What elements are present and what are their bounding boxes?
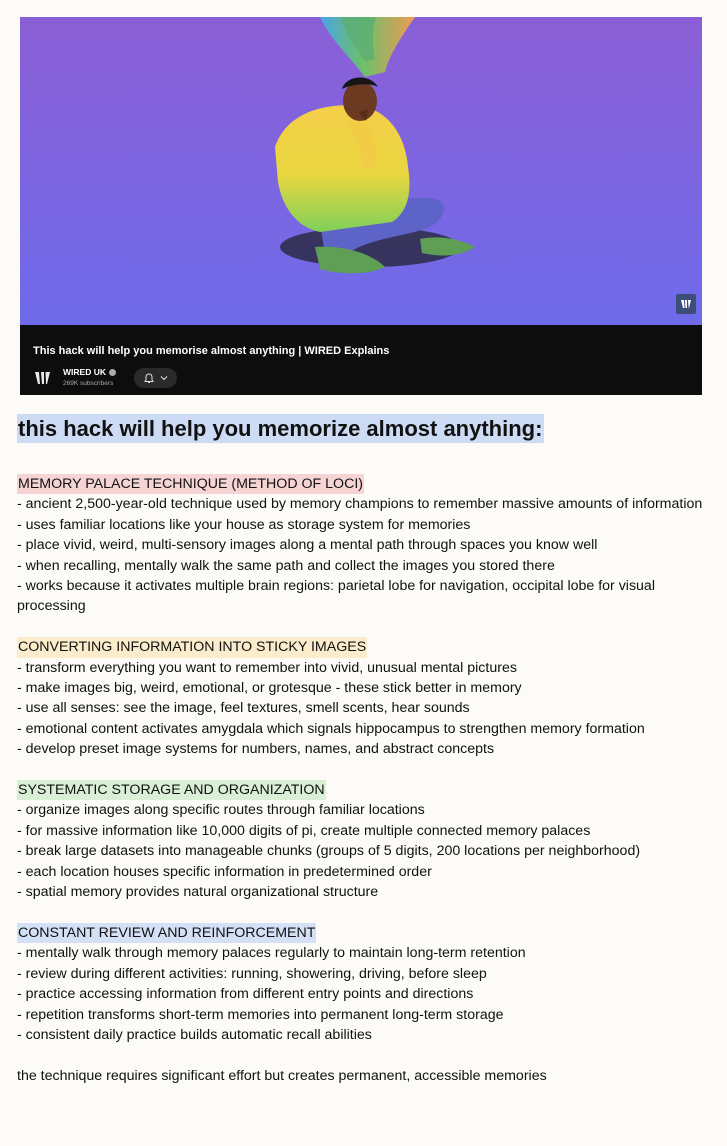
section-title: SYSTEMATIC STORAGE AND ORGANIZATION (17, 780, 326, 800)
bullet-line: - organize images along specific routes through familiar locations (17, 802, 425, 819)
bullet-line: - consistent daily practice builds automatic recall abilities (17, 1026, 372, 1043)
bullet-line: - transform everything you want to remember into vivid, unusual mental pictures (17, 659, 517, 676)
bullet-line: - each location houses specific information in predetermined order (17, 863, 432, 880)
bell-icon (144, 373, 154, 384)
bullet-line: - mentally walk through memory palaces regularly to maintain long-term retention (17, 945, 526, 962)
video-title[interactable]: This hack will help you memorise almost anything | WIRED Explains (33, 345, 390, 357)
section-title: MEMORY PALACE TECHNIQUE (METHOD OF LOCI) (17, 474, 364, 494)
chevron-down-icon (160, 375, 168, 381)
bullet-line: - spatial memory provides natural organizational structure (17, 884, 379, 901)
channel-name-label[interactable]: WIRED UK (63, 367, 106, 377)
video-info-bar (20, 325, 702, 395)
video-thumbnail[interactable] (20, 17, 702, 325)
bullet-line: - practice accessing information from different entry points and directions (17, 986, 474, 1003)
notification-button[interactable] (134, 368, 177, 388)
note-section (17, 780, 713, 902)
subscriber-count: 269K subscribers (63, 380, 114, 387)
bullet-line: - develop preset image systems for numbers, names, and abstract concepts (17, 741, 495, 758)
bullet-line: - place vivid, weird, multi-sensory images along a mental path through spaces you know well (17, 537, 598, 554)
bullet-line: - works because it activates multiple brain regions: parietal lobe for navigation, occipital lobe for visual processing (17, 578, 655, 615)
closing-line: the technique requires significant effort but creates permanent, accessible memories (17, 1067, 547, 1084)
wired-logo-icon (680, 298, 692, 310)
bullet-line: - review during different activities: running, showering, driving, before sleep (17, 965, 487, 982)
section-title: CONSTANT REVIEW AND REINFORCEMENT (17, 923, 316, 943)
bullet-line: - uses familiar locations like your house as storage system for memories (17, 516, 471, 533)
wired-watermark (676, 294, 696, 314)
thumbnail-illustration (20, 17, 702, 325)
note-section (17, 474, 713, 617)
bullet-line: - use all senses: see the image, feel textures, smell scents, hear sounds (17, 700, 470, 717)
video-embed[interactable] (20, 17, 702, 395)
bullet-line: - ancient 2,500-year-old technique used by memory champions to remember massive amounts of information (17, 496, 703, 513)
bullet-line: - for massive information like 10,000 digits of pi, create multiple connected memory palaces (17, 822, 591, 839)
note-section (17, 637, 713, 759)
section-title: CONVERTING INFORMATION INTO STICKY IMAGES (17, 637, 367, 657)
channel-name[interactable] (63, 367, 116, 377)
bullet-line: - emotional content activates amygdala which signals hippocampus to strengthen memory formation (17, 720, 645, 737)
notes-heading: this hack will help you memorize almost anything: (18, 416, 543, 441)
bullet-line: - when recalling, mentally walk the same path and collect the images you stored there (17, 557, 555, 574)
bullet-line: - break large datasets into manageable chunks (groups of 5 digits, 200 locations per neighborhood) (17, 843, 641, 860)
bullet-line: - repetition transforms short-term memories into permanent long-term storage (17, 1006, 504, 1023)
notes-body (17, 474, 713, 1086)
note-section (17, 923, 713, 1045)
bullet-line: - make images big, weird, emotional, or grotesque - these stick better in memory (17, 680, 522, 697)
verified-icon (109, 369, 116, 376)
channel-logo-icon[interactable] (34, 370, 52, 386)
